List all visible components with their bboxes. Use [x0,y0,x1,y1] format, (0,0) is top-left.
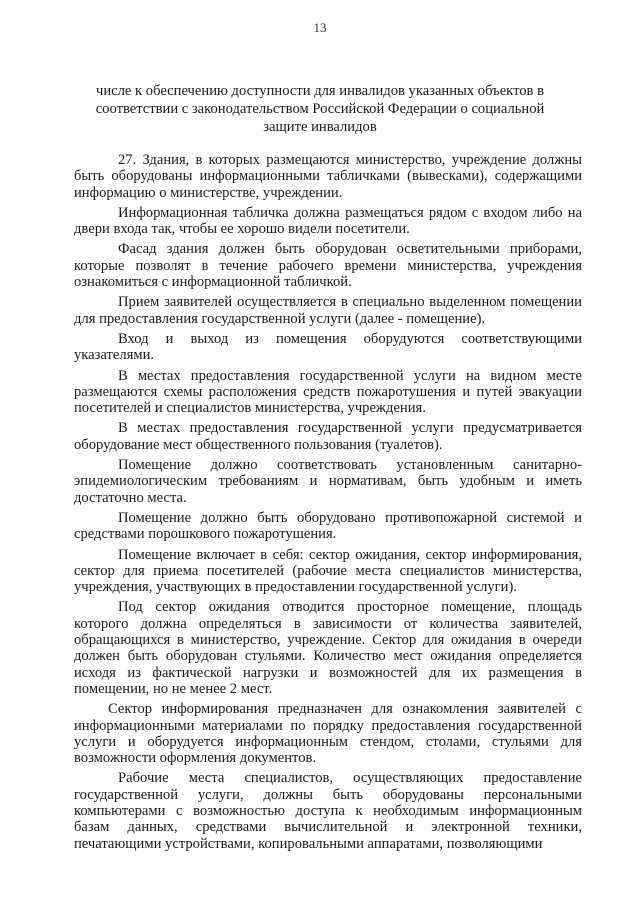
text-line: двери входа так, чтобы ее хорошо видели посетители. [74,221,410,238]
heading-line: числе к обеспечению доступности для инвалидов указанных объектов в [96,83,544,99]
text-line: указателями. [74,347,155,364]
text-line: Информационная табличка должна размещаться рядом с входом либо на [118,204,582,221]
text-line: Сектор информирования предназначен для ознакомления заявителей с [108,701,582,718]
text-line: базам данных, средствами вычислительной и электронной техники, [74,819,582,836]
text-line: печатающими устройствами, копировальными аппаратами, позволяющими [74,835,543,852]
paragraph [74,331,582,364]
paragraph [74,241,582,290]
text-line: учреждения, участвующих в предоставлении государственной услуги). [74,579,517,596]
paragraph [74,770,582,851]
body-text [74,152,582,856]
text-line: государственной услуги, должны быть оборудованы персональными [74,786,582,803]
text-line: В местах предоставления государственной услуги на видном месте [118,367,582,384]
text-line: которые позволят в течение рабочего времени министерства, учреждения [74,257,582,274]
text-line: Помещение должно быть оборудовано противопожарной системой и [118,509,582,526]
text-line: размещаются схемы расположения средств пожаротушения и путей эвакуации [74,383,582,400]
page-number: 13 [313,20,327,35]
text-line: Помещение должно соответствовать установленным санитарно- [118,457,582,474]
text-line: должен быть оборудован стульями. Количество мест ожидания определяется [74,648,582,665]
text-line: которого должна определяться в зависимости от количества заявителей, [74,615,582,632]
text-line: достаточно места. [74,489,187,506]
text-line: быть оборудованы информационными табличками (вывесками), содержащими [74,168,582,185]
text-line: Под сектор ожидания отводится просторное помещение, площадь [118,599,582,616]
paragraph [74,420,582,453]
text-line: сектор для приема посетителей (рабочие места специалистов министерства, [74,562,582,579]
paragraph [74,205,582,238]
text-line: услуги и оборудуется информационным стендом, столами, стульями для [74,733,582,750]
text-line: Вход и выход из помещения оборудуются соответствующими [118,330,582,347]
paragraph [74,510,582,543]
paragraph [74,368,582,417]
text-line: посетителей и специалистов министерства, учреждения. [74,400,426,417]
text-line: Помещение включает в себя: сектор ожидания, сектор информирования, [118,546,582,563]
paragraph [74,152,582,201]
text-line: 27. Здания, в которых размещаются министерство, учреждение должны [118,152,582,168]
text-line: ознакомиться с информационной табличкой. [74,274,352,291]
heading-line: соответствии с законодательством Российской Федерации о социальной [95,101,545,117]
text-line: Рабочие места специалистов, осуществляющих предоставление [118,770,582,787]
text-line: исходя из фактической нагрузки и возможностей для их размещения в [74,664,582,681]
paragraph [74,294,582,327]
text-line: для предоставления государственной услуги (далее - помещение). [74,310,486,327]
text-line: средствами порошкового пожаротушения. [74,526,337,543]
text-line: информацию о министерстве, учреждении. [74,184,343,201]
paragraph [74,547,582,596]
paragraph [74,457,582,506]
paragraph [74,599,582,697]
section-heading [90,82,550,136]
text-line: возможности оформления документов. [74,750,317,767]
text-line: Фасад здания должен быть оборудован осветительными приборами, [118,241,582,258]
text-line: информационными материалами по порядку предоставления государственной [74,717,582,734]
text-line: помещении, но не менее 2 мест. [74,680,273,697]
text-line: оборудование мест общественного пользования (туалетов). [74,436,443,453]
heading-line: защите инвалидов [263,119,377,135]
text-line: В местах предоставления государственной услуги предусматривается [118,420,582,437]
text-line: компьютерами с возможностью доступа к необходимым информационным [74,802,582,819]
text-line: эпидемиологическим требованиям и нормативам, быть удобным и иметь [74,473,582,490]
text-line: обращающихся в министерство, учреждение. Сектор для ожидания в очереди [74,632,582,649]
paragraph [74,701,582,766]
text-line: Прием заявителей осуществляется в специально выделенном помещении [118,294,582,311]
